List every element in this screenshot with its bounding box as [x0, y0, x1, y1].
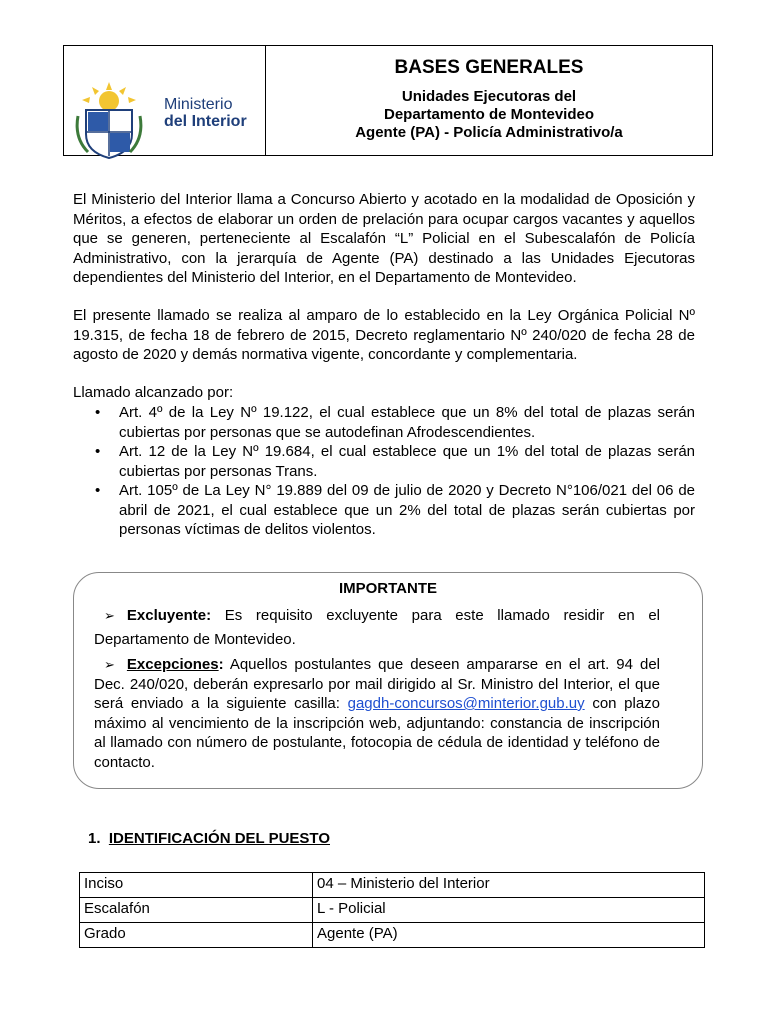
table-row [80, 898, 705, 923]
document-title: BASES GENERALES [394, 57, 584, 78]
importante-box [73, 572, 703, 789]
intro-paragraph: El Ministerio del Interior llama a Concurso Abierto y acotado en la modalidad de Oposición y Méritos, a efectos de elaborar un orden de prelación para ocupar cargos vacantes y aquellos que se generen, perteneciente al Escalafón “L” Policial en el Subescalafón de Policía Administrativo, con la jerarquía de Agente (PA) destinado a las Unidades Ejecutoras dependientes del Ministerio del Interior, en el Departamento de Montevideo. [73, 191, 695, 286]
excepciones-text-before: Aquellos postulantes que deseen ampararse en el art. 94 del Dec. 240/020, deberán expresarlo por mail dirigido al Sr. Ministro del Interior, el que será enviado a la siguiente casilla: [94, 656, 660, 712]
importante-title: IMPORTANTE [338, 580, 438, 597]
table-cell-label: Inciso [80, 873, 313, 898]
section-number: 1. [88, 830, 101, 847]
list-item: • Art. 12 de la Ley Nº 19.684, el cual establece que un 1% del total de plazas serán cubiertas por personas Trans. [93, 442, 695, 481]
legal-basis-paragraph: El presente llamado se realiza al amparo de lo establecido en la Ley Orgánica Policial Nº 19.315, de fecha 18 de febrero de 2015, Decreto reglamentario Nº 240/020 de fecha 28 de agosto de 2020 y demás normativa vigente, concordante y complementaria. [73, 307, 695, 363]
coat-of-arms-icon [74, 82, 144, 160]
table-row [80, 923, 705, 948]
table-cell-label: Grado [80, 923, 313, 948]
section-title: IDENTIFICACIÓN DEL PUESTO [108, 830, 330, 847]
llamado-bullet-list [93, 403, 695, 540]
title-cell [266, 46, 712, 155]
logo-cell [64, 46, 266, 155]
table-row [80, 873, 705, 898]
table-cell-value: L - Policial [313, 898, 705, 923]
excluyente-label: Excluyente: [126, 607, 212, 624]
excepciones-label: Excepciones [126, 656, 219, 673]
excluyente-item [94, 604, 660, 652]
document-subtitle-line-2: Departamento de Montevideo [383, 106, 595, 123]
table-cell-value: 04 – Ministerio del Interior [313, 873, 705, 898]
logo-text-del-interior: del Interior [164, 113, 247, 130]
logo-text-ministerio: Ministerio [164, 96, 233, 113]
header-box [63, 45, 713, 156]
excepciones-item: ➢ Excepciones: Aquellos postulantes que deseen ampararse en el art. 94 del Dec. 240/020, deberán expresarlo por mail dirigido al Sr. Ministro del Interior, el que será enviado a la siguiente casilla: gagdh-concursos@minterior.gub.uy con plazo máximo al vencimiento de la inscripción web, adjuntando: constancia de inscripción al llamado con número de postulante, fotocopia de cédula de identidad y teléfono de contacto. [94, 656, 661, 771]
list-item: • Art. 105º de La Ley N° 19.889 del 09 de julio de 2020 y Decreto N°106/021 del 06 de abril de 2021, el cual establece que un 2% del total de plazas serán cubiertas por personas víctimas de delitos violentos. [93, 481, 695, 540]
section-1-heading [88, 830, 330, 847]
table-cell-label: Escalafón [80, 898, 313, 923]
arrow-bullet-icon: ➢ [104, 608, 115, 623]
list-item: • Art. 4º de la Ley Nº 19.122, el cual establece que un 8% del total de plazas serán cubiertas por personas que se autodefinan Afrodescendientes. [93, 403, 695, 442]
position-info-table [79, 872, 705, 948]
table-cell-value: Agente (PA) [313, 923, 705, 948]
arrow-bullet-icon: ➢ [104, 657, 115, 672]
document-subtitle-line-3: Agente (PA) - Policía Administrativo/a [355, 124, 623, 141]
email-link[interactable]: gagdh-concursos@minterior.gub.uy [347, 695, 585, 712]
excluyente-text: Es requisito excluyente para este llamado residir en el Departamento de Montevideo. [94, 607, 660, 648]
excepciones-text-after: con plazo máximo al vencimiento de la inscripción web, adjuntando: constancia de inscripción al llamado con número de postulante, fotocopia de cédula de identidad y teléfono de contacto. [94, 695, 661, 771]
document-subtitle-line-1: Unidades Ejecutoras del [401, 88, 577, 105]
llamado-intro: Llamado alcanzado por: [73, 384, 234, 401]
